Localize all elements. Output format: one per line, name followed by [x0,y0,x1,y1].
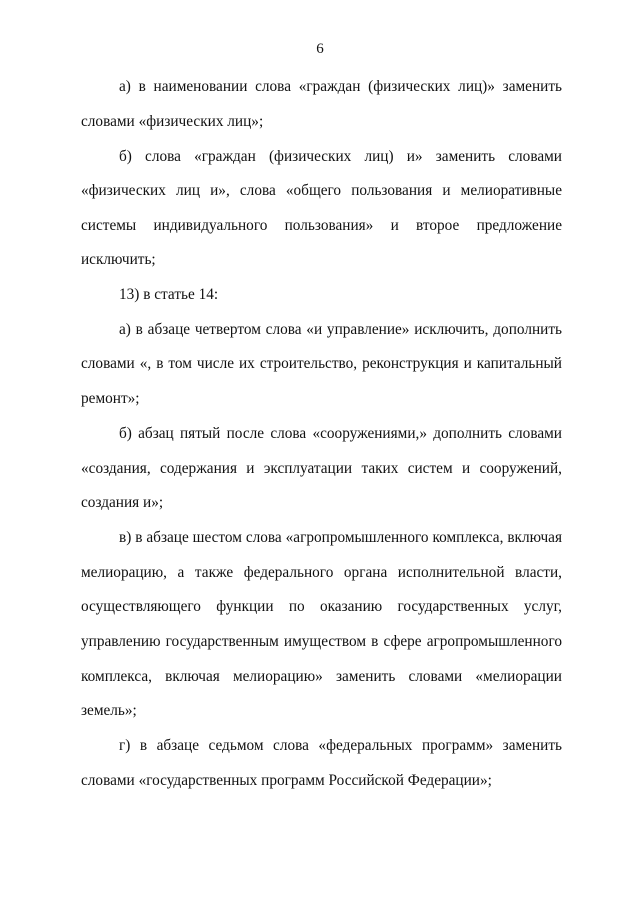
text-line: а) в наименовании слова «граждан (физических лиц)» заменить [119,78,562,95]
text-line: 13) в статье 14: [119,286,219,303]
text-line: б) слова «граждан (физических лиц) и» заменить словами [119,148,562,165]
text-line: мелиорацию, а также федерального органа исполнительной власти, [81,564,562,581]
text-line: в) в абзаце шестом слова «агропромышленного комплекса, включая [119,529,562,546]
text-line: управлению государственным имуществом в сфере агропромышленного [81,633,562,650]
text-line: системы индивидуального пользования» и второе предложение [81,217,562,234]
text-line: земель»; [81,702,137,719]
text-line: «создания, содержания и эксплуатации таких систем и сооружений, [81,460,562,477]
text-line: г) в абзаце седьмом слова «федеральных программ» заменить [119,737,562,754]
text-line: «физических лиц и», слова «общего пользования и мелиоративные [81,182,562,199]
page-number: 6 [316,41,324,57]
text-line: комплекса, включая мелиорацию» заменить словами «мелиорации [81,668,562,685]
text-line: а) в абзаце четвертом слова «и управление» исключить, дополнить [119,321,562,338]
text-line: осуществляющего функции по оказанию государственных услуг, [81,598,562,615]
text-line: словами «государственных программ Российской Федерации»; [81,772,492,789]
text-line: создания и»; [81,494,164,511]
text-line: б) абзац пятый после слова «сооружениями,» дополнить словами [119,425,562,442]
text-line: словами «, в том числе их строительство, реконструкция и капитальный [81,355,562,372]
text-line: ремонт»; [81,390,140,407]
text-line: словами «физических лиц»; [81,113,264,130]
text-line: исключить; [81,251,156,268]
